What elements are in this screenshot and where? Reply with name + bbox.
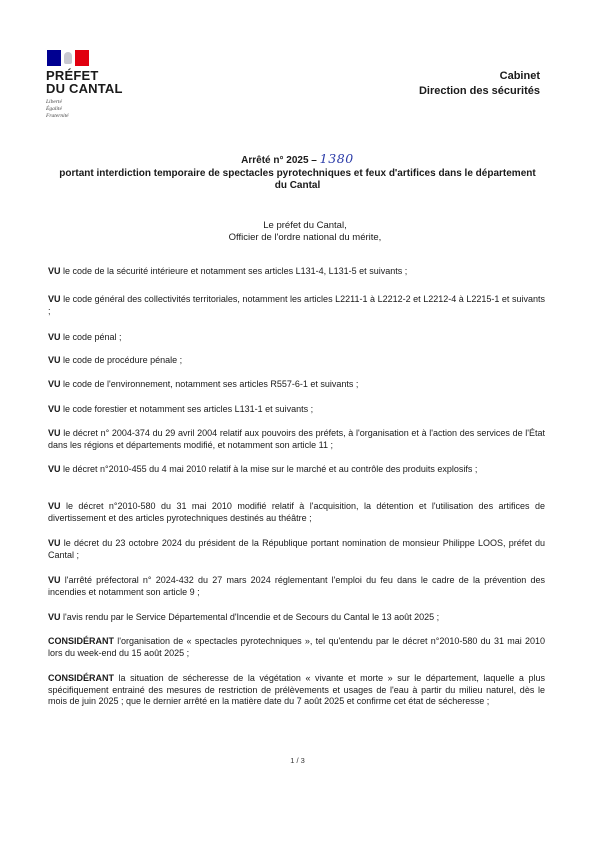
paragraph-1: VU le code de la sécurité intérieure et notamment ses articles L131-4, L131-5 et suivants ; [48,266,408,276]
paragraph-3: VU le code pénal ; [48,332,122,342]
signatory-title: Le préfet du Cantal, [263,220,347,231]
service-cabinet: Cabinet [499,70,540,82]
republic-motto: Liberté Égalité Fraternité [46,99,69,119]
paragraph-4: VU le code de procédure pénale ; [48,355,183,365]
signatory [205,220,405,243]
issuing-service [419,69,540,99]
paragraph-7: VU le décret n° 2004-374 du 29 avril 2004 relatif aux pouvoirs des préfets, à l'organisation et à l'action des services de l'État dans les régions et départements modifié, et notamment son article 11 ; [48,428,545,450]
paragraph-11: VU l'arrêté préfectoral n° 2024-432 du 27 mars 2024 réglementant l'emploi du feu dans le cadre de la prévention des incendies et notamment son article 9 ; [48,575,545,597]
paragraph-5: VU le code de l'environnement, notamment ses articles R557-6-1 et suivants ; [48,379,359,389]
decree-number-handwritten: 1380 [319,151,354,166]
paragraph-9: VU le décret n°2010-580 du 31 mai 2010 modifié relatif à l'acquisition, la détention et l'utilisation des artifices de divertissement et des articles pyrotechniques destinés au théâtre ; [48,501,545,523]
service-direction: Direction des sécurités [418,85,540,97]
prefecture-name: PRÉFET DU CANTAL [46,68,123,96]
marianne-flag-icon [47,50,89,66]
paragraph-14: CONSIDÉRANT la situation de sécheresse de la végétation « vivante et morte » sur le département, laquelle a plus spécifiquement entrainé des mesures de restriction de prélèvements et usages de l'eau à partir du milieu naturel, dès le mois de juin 2025 ; que le dernier arrêté en la matière date du 7 août 2025 et confirme cet état de sécheresse ; [48,673,545,707]
paragraph-6: VU le code forestier et notamment ses articles L131-1 et suivants ; [48,404,314,414]
signatory-distinction: Officier de l'ordre national du mérite, [228,231,382,243]
decree-subject: portant interdiction temporaire de spectacles pyrotechniques et feux d'artifices dans le département du Cantal [59,167,536,191]
decree-title [55,153,540,193]
paragraph-10: VU le décret du 23 octobre 2024 du président de la République portant nomination de monsieur Philippe LOOS, préfet du Cantal ; [48,538,545,560]
paragraph-12: VU l'avis rendu par le Service Départemental d'Incendie et de Secours du Cantal le 13 août 2025 ; [48,612,440,622]
paragraph-13: CONSIDÉRANT l'organisation de « spectacles pyrotechniques », tel qu'entendu par le décret n°2010-580 du 31 mai 2010 lors du week-end du 15 août 2025 ; [48,636,545,658]
decree-number-prefix: Arrêté n° 2025 – [241,155,317,166]
paragraph-8: VU le décret n°2010-455 du 4 mai 2010 relatif à la mise sur le marché et au contrôle des produits explosifs ; [48,464,478,474]
paragraph-2: VU le code général des collectivités territoriales, notamment les articles L2211-1 à L2212-2 et L2212-4 à L2215-1 et suivants ; [48,294,545,316]
prefecture-logo [46,50,146,120]
page-number: 1 / 3 [290,756,305,765]
